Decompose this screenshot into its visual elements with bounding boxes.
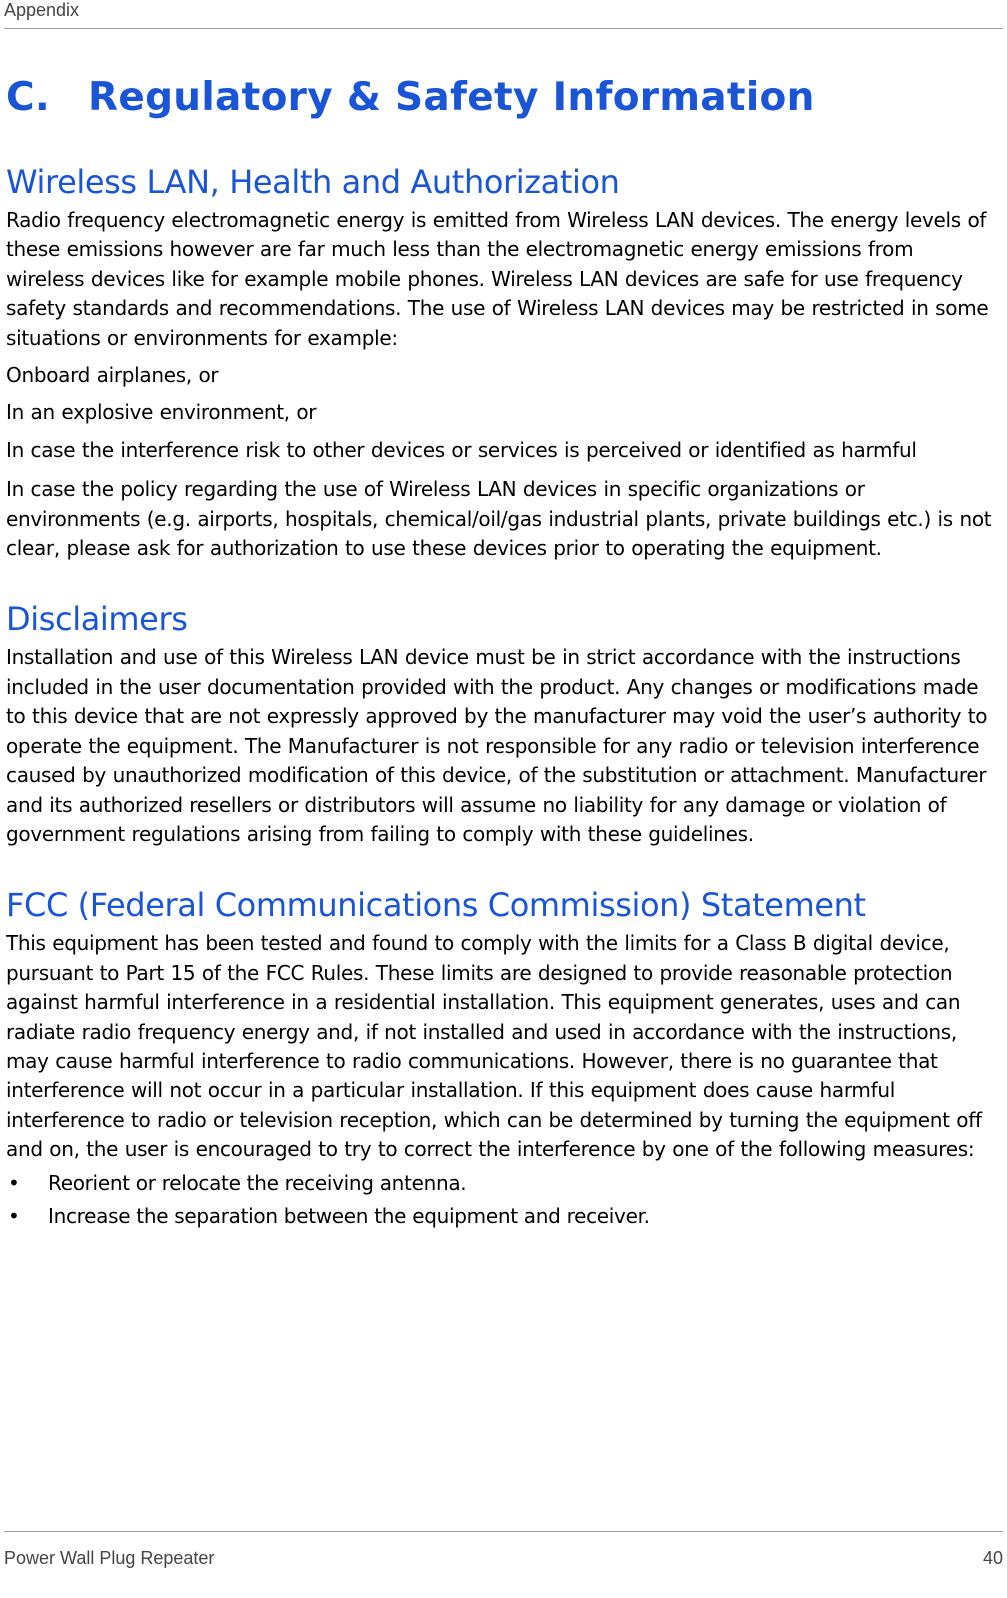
bullet-item bbox=[6, 1169, 996, 1198]
bullet-text: Reorient or relocate the receiving antenna. bbox=[48, 1170, 467, 1195]
list-item: In an explosive environment, or bbox=[6, 400, 317, 425]
paragraph: This equipment has been tested and found to comply with the limits for a Class B digital device, pursuant to Part 15 of the FCC Rules. These limits are designed to provide reasonable protection against harmful interference in a residential installation. This equipment generates, uses and can radiate radio frequency energy and, if not installed and used in accordance with the instructions, may cause harmful interference to radio communications. However, there is no guarantee that interference will not occur in a particular installation. If this equipment does cause harmful interference to radio or television reception, which can be determined by turning the equipment off and on, the user is encouraged to try to correct the interference by one of the following measures: bbox=[6, 931, 982, 1162]
section-heading: Disclaimers bbox=[6, 600, 188, 639]
header-section-label: Appendix bbox=[4, 0, 80, 20]
paragraph: Installation and use of this Wireless LAN device must be in strict accordance with the instructions included in the user documentation provided with the product. Any changes or modifications made to this device that are not expressly approved by the manufacturer may void the user’s authority to operate the equipment. The Manufacturer is not responsible for any radio or television interference caused by unauthorized modification of this device, of the substitution or attachment. Manufacturer and its authorized resellers or distributors will assume no liability for any damage or violation of government regulations arising from failing to comply with these guidelines. bbox=[6, 645, 988, 846]
paragraph: Radio frequency electromagnetic energy is emitted from Wireless LAN devices. The energy levels of these emissions however are far much less than the electromagnetic energy emissions from wireless devices like for example mobile phones. Wireless LAN devices are safe for use frequency safety standards and recommendations. The use of Wireless LAN devices may be restricted in some situations or environments for example: bbox=[6, 208, 989, 350]
section-heading: FCC (Federal Communications Commission) Statement bbox=[6, 886, 866, 925]
chapter-title bbox=[6, 72, 996, 124]
list-item: In case the interference risk to other devices or services is perceived or identified as harmful bbox=[6, 437, 917, 462]
bullet-list bbox=[6, 1169, 996, 1232]
bullet-text: Increase the separation between the equipment and receiver. bbox=[48, 1203, 650, 1228]
chapter-title-text: Regulatory & Safety Information bbox=[88, 75, 815, 120]
section-disclaimers bbox=[6, 599, 996, 849]
page-content bbox=[6, 72, 996, 1231]
page-number: 40 bbox=[982, 1548, 1003, 1568]
page-footer bbox=[4, 1531, 1003, 1598]
section-fcc-statement bbox=[6, 885, 996, 1231]
footer-document-title: Power Wall Plug Repeater bbox=[4, 1548, 215, 1568]
section-wireless-lan bbox=[6, 162, 996, 563]
bullet-item bbox=[6, 1202, 996, 1231]
paragraph: In case the policy regarding the use of Wireless LAN devices in specific organizations or environments (e.g. airports, hospitals, chemical/oil/gas industrial plants, private buildings etc.) is not clear, please ask for authorization to use these devices prior to operating the equipment. bbox=[6, 477, 992, 561]
section-heading: Wireless LAN, Health and Authorization bbox=[6, 163, 620, 201]
bullet-icon: • bbox=[8, 1203, 20, 1228]
bullet-icon: • bbox=[8, 1170, 20, 1195]
list-item: Onboard airplanes, or bbox=[6, 363, 219, 388]
page-header bbox=[4, 0, 1003, 29]
chapter-number: C. bbox=[6, 75, 51, 120]
